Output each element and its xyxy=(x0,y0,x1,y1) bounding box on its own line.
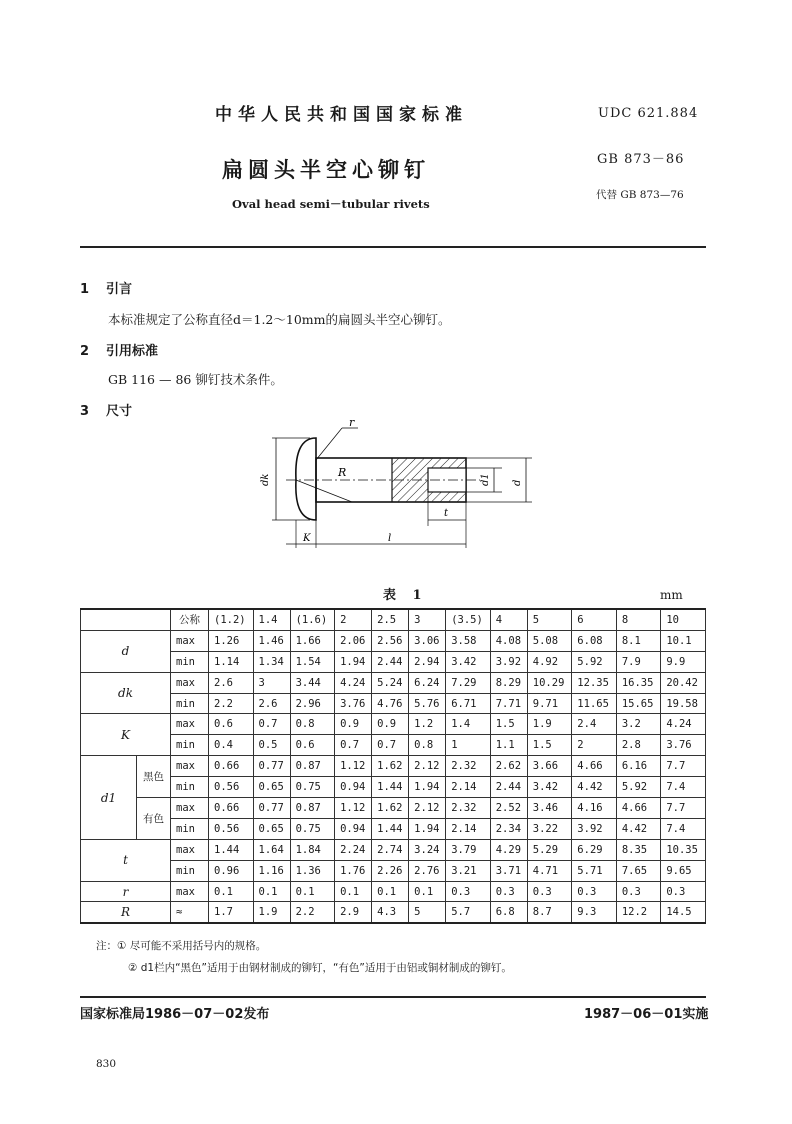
value-cell: 0.66 xyxy=(209,798,254,819)
value-cell: 1.66 xyxy=(290,630,335,651)
value-cell: 3.76 xyxy=(335,693,372,714)
value-cell: 0.5 xyxy=(253,735,290,756)
label-d: d xyxy=(512,479,523,486)
value-cell: 1.54 xyxy=(290,651,335,672)
value-cell: 0.75 xyxy=(290,777,335,798)
value-cell: 4.42 xyxy=(616,818,661,839)
replaces-standard: 代替 GB 873—76 xyxy=(596,189,684,201)
value-cell: 4.16 xyxy=(572,798,617,819)
table-title: 表 1 xyxy=(383,588,428,603)
table-row xyxy=(81,777,706,798)
limit-label: max xyxy=(171,630,209,651)
nominal-size: 8 xyxy=(616,609,661,630)
value-cell: 0.65 xyxy=(253,818,290,839)
value-cell: 2.32 xyxy=(446,798,491,819)
material-label: 黑色 xyxy=(137,756,171,798)
value-cell: 0.87 xyxy=(290,798,335,819)
note-1: 注：① 尽可能不采用括号内的规格。 xyxy=(96,940,267,952)
value-cell: 0.1 xyxy=(253,881,290,902)
param-name: r xyxy=(81,881,171,902)
value-cell: 5.08 xyxy=(527,630,572,651)
value-cell: 3.58 xyxy=(446,630,491,651)
value-cell: 16.35 xyxy=(616,672,661,693)
table-row xyxy=(81,881,706,902)
value-cell: 0.3 xyxy=(616,881,661,902)
value-cell: 0.4 xyxy=(209,735,254,756)
value-cell: 2.34 xyxy=(490,818,527,839)
value-cell: 10.1 xyxy=(661,630,706,651)
value-cell: 2.26 xyxy=(372,860,409,881)
section-title: 引用标准 xyxy=(106,344,159,359)
value-cell: 0.56 xyxy=(209,818,254,839)
table-row xyxy=(81,714,706,735)
value-cell: 1.62 xyxy=(372,798,409,819)
limit-label: max xyxy=(171,714,209,735)
table-row xyxy=(81,672,706,693)
value-cell: 2.74 xyxy=(372,839,409,860)
value-cell: 0.3 xyxy=(661,881,706,902)
note-2: ② d1栏内“黑色”适用于由钢材制成的铆钉，“有色”适用于由铝或铜材制成的铆钉。 xyxy=(128,962,512,974)
value-cell: 1.2 xyxy=(409,714,446,735)
value-cell: 1.76 xyxy=(335,860,372,881)
table-row xyxy=(81,798,706,819)
value-cell: 0.6 xyxy=(290,735,335,756)
rivet-head xyxy=(296,438,316,520)
label-d1: d1 xyxy=(480,473,491,486)
udc-code: UDC 621.884 xyxy=(598,106,699,121)
limit-label: ≈ xyxy=(171,902,209,923)
value-cell: 6.16 xyxy=(616,756,661,777)
table-corner xyxy=(81,609,171,630)
value-cell: 0.1 xyxy=(372,881,409,902)
value-cell: 2.96 xyxy=(290,693,335,714)
value-cell: 3.92 xyxy=(490,651,527,672)
value-cell: 0.94 xyxy=(335,777,372,798)
value-cell: 2.2 xyxy=(290,902,335,923)
value-cell: 1.14 xyxy=(209,651,254,672)
effective-date: 1987－06－01实施 xyxy=(584,1007,709,1022)
value-cell: 12.2 xyxy=(616,902,661,923)
header-nominal-label: 公称 xyxy=(171,609,209,630)
value-cell: 4.29 xyxy=(490,839,527,860)
param-name: d1 xyxy=(81,756,137,840)
value-cell: 7.4 xyxy=(661,777,706,798)
title-english: Oval head semi－tubular rivets xyxy=(232,197,430,211)
section-1-text: 本标准规定了公称直径d＝1.2～10mm的扁圆头半空心铆钉。 xyxy=(108,312,451,327)
value-cell: 2.12 xyxy=(409,798,446,819)
value-cell: 2.76 xyxy=(409,860,446,881)
value-cell: 0.1 xyxy=(409,881,446,902)
nominal-size: 2 xyxy=(335,609,372,630)
value-cell: 4.66 xyxy=(616,798,661,819)
value-cell: 1.4 xyxy=(446,714,491,735)
value-cell: 0.7 xyxy=(253,714,290,735)
value-cell: 3 xyxy=(253,672,290,693)
value-cell: 7.7 xyxy=(661,756,706,777)
value-cell: 1.9 xyxy=(253,902,290,923)
value-cell: 1.94 xyxy=(409,777,446,798)
value-cell: 0.87 xyxy=(290,756,335,777)
table-unit: mm xyxy=(660,588,683,602)
table-row xyxy=(81,630,706,651)
param-name: t xyxy=(81,839,171,881)
value-cell: 5 xyxy=(409,902,446,923)
value-cell: 2.62 xyxy=(490,756,527,777)
nominal-size: 6 xyxy=(572,609,617,630)
value-cell: 9.3 xyxy=(572,902,617,923)
value-cell: 4.71 xyxy=(527,860,572,881)
limit-label: max xyxy=(171,798,209,819)
standard-org: 中华人民共和国国家标准 xyxy=(215,105,468,125)
nominal-size: 5 xyxy=(527,609,572,630)
value-cell: 1.16 xyxy=(253,860,290,881)
section-title: 引言 xyxy=(106,282,133,297)
value-cell: 2.24 xyxy=(335,839,372,860)
value-cell: 5.7 xyxy=(446,902,491,923)
value-cell: 0.96 xyxy=(209,860,254,881)
value-cell: 20.42 xyxy=(661,672,706,693)
value-cell: 0.77 xyxy=(253,798,290,819)
nominal-size: (1.2) xyxy=(209,609,254,630)
dimension-table-body xyxy=(81,609,706,923)
section-2-heading xyxy=(80,340,158,359)
value-cell: 5.29 xyxy=(527,839,572,860)
value-cell: 8.1 xyxy=(616,630,661,651)
param-name: K xyxy=(81,714,171,756)
limit-label: max xyxy=(171,672,209,693)
value-cell: 0.3 xyxy=(446,881,491,902)
value-cell: 1 xyxy=(446,735,491,756)
limit-label: min xyxy=(171,860,209,881)
value-cell: 0.3 xyxy=(527,881,572,902)
value-cell: 8.35 xyxy=(616,839,661,860)
value-cell: 2 xyxy=(572,735,617,756)
value-cell: 1.44 xyxy=(372,777,409,798)
value-cell: 1.94 xyxy=(335,651,372,672)
nominal-size: 4 xyxy=(490,609,527,630)
value-cell: 2.44 xyxy=(372,651,409,672)
value-cell: 1.9 xyxy=(527,714,572,735)
rivet-drawing xyxy=(250,420,540,555)
table-row xyxy=(81,609,706,630)
nominal-size: (3.5) xyxy=(446,609,491,630)
value-cell: 1.36 xyxy=(290,860,335,881)
value-cell: 1.1 xyxy=(490,735,527,756)
value-cell: 6.29 xyxy=(572,839,617,860)
value-cell: 0.94 xyxy=(335,818,372,839)
value-cell: 3.24 xyxy=(409,839,446,860)
value-cell: 6.08 xyxy=(572,630,617,651)
value-cell: 9.9 xyxy=(661,651,706,672)
value-cell: 1.12 xyxy=(335,798,372,819)
label-r: r xyxy=(349,420,355,429)
value-cell: 1.62 xyxy=(372,756,409,777)
value-cell: 7.9 xyxy=(616,651,661,672)
value-cell: 0.3 xyxy=(572,881,617,902)
value-cell: 2.56 xyxy=(372,630,409,651)
table-row xyxy=(81,860,706,881)
value-cell: 3.66 xyxy=(527,756,572,777)
section-1-heading xyxy=(80,278,132,297)
value-cell: 5.24 xyxy=(372,672,409,693)
value-cell: 2.32 xyxy=(446,756,491,777)
material-label: 有色 xyxy=(137,798,171,840)
value-cell: 2.8 xyxy=(616,735,661,756)
limit-label: min xyxy=(171,735,209,756)
value-cell: 2.2 xyxy=(209,693,254,714)
value-cell: 0.1 xyxy=(290,881,335,902)
table-row xyxy=(81,693,706,714)
nominal-size: 2.5 xyxy=(372,609,409,630)
table-row xyxy=(81,839,706,860)
value-cell: 9.65 xyxy=(661,860,706,881)
value-cell: 3.71 xyxy=(490,860,527,881)
value-cell: 10.35 xyxy=(661,839,706,860)
gb-number: GB 873－86 xyxy=(597,152,685,167)
value-cell: 0.9 xyxy=(372,714,409,735)
label-dk: dk xyxy=(260,473,271,486)
value-cell: 0.66 xyxy=(209,756,254,777)
value-cell: 7.71 xyxy=(490,693,527,714)
value-cell: 1.44 xyxy=(372,818,409,839)
section-2-text: GB 116 — 86 铆钉技术条件。 xyxy=(108,372,283,387)
value-cell: 1.44 xyxy=(209,839,254,860)
limit-label: min xyxy=(171,777,209,798)
value-cell: 8.7 xyxy=(527,902,572,923)
value-cell: 3.22 xyxy=(527,818,572,839)
value-cell: 1.46 xyxy=(253,630,290,651)
table-row xyxy=(81,735,706,756)
value-cell: 3.76 xyxy=(661,735,706,756)
value-cell: 4.42 xyxy=(572,777,617,798)
value-cell: 2.4 xyxy=(572,714,617,735)
value-cell: 1.64 xyxy=(253,839,290,860)
value-cell: 5.92 xyxy=(616,777,661,798)
label-t: t xyxy=(444,508,449,519)
section-number: 1 xyxy=(80,282,90,297)
value-cell: 8.29 xyxy=(490,672,527,693)
value-cell: 10.29 xyxy=(527,672,572,693)
value-cell: 6.8 xyxy=(490,902,527,923)
section-title: 尺寸 xyxy=(106,404,133,419)
issue-date: 国家标准局1986－07－02发布 xyxy=(80,1007,270,1022)
value-cell: 0.7 xyxy=(335,735,372,756)
value-cell: 0.77 xyxy=(253,756,290,777)
value-cell: 0.7 xyxy=(372,735,409,756)
value-cell: 14.5 xyxy=(661,902,706,923)
limit-label: min xyxy=(171,651,209,672)
label-R: R xyxy=(338,466,347,479)
value-cell: 4.92 xyxy=(527,651,572,672)
value-cell: 9.71 xyxy=(527,693,572,714)
value-cell: 7.65 xyxy=(616,860,661,881)
value-cell: 2.52 xyxy=(490,798,527,819)
value-cell: 0.6 xyxy=(209,714,254,735)
value-cell: 3.79 xyxy=(446,839,491,860)
value-cell: 5.92 xyxy=(572,651,617,672)
value-cell: 4.3 xyxy=(372,902,409,923)
value-cell: 0.8 xyxy=(409,735,446,756)
value-cell: 1.7 xyxy=(209,902,254,923)
value-cell: 15.65 xyxy=(616,693,661,714)
nominal-size: (1.6) xyxy=(290,609,335,630)
value-cell: 3.92 xyxy=(572,818,617,839)
nominal-size: 3 xyxy=(409,609,446,630)
param-name: d xyxy=(81,630,171,672)
limit-label: max xyxy=(171,756,209,777)
footer-divider xyxy=(80,996,706,998)
value-cell: 2.14 xyxy=(446,777,491,798)
page-number: 830 xyxy=(96,1058,117,1070)
value-cell: 4.24 xyxy=(661,714,706,735)
value-cell: 1.5 xyxy=(490,714,527,735)
value-cell: 3.42 xyxy=(446,651,491,672)
value-cell: 3.21 xyxy=(446,860,491,881)
value-cell: 0.56 xyxy=(209,777,254,798)
header-divider xyxy=(80,246,706,248)
value-cell: 0.65 xyxy=(253,777,290,798)
value-cell: 2.94 xyxy=(409,651,446,672)
value-cell: 12.35 xyxy=(572,672,617,693)
value-cell: 2.12 xyxy=(409,756,446,777)
limit-label: max xyxy=(171,881,209,902)
nominal-size: 1.4 xyxy=(253,609,290,630)
value-cell: 2.9 xyxy=(335,902,372,923)
value-cell: 1.94 xyxy=(409,818,446,839)
value-cell: 6.71 xyxy=(446,693,491,714)
value-cell: 3.42 xyxy=(527,777,572,798)
value-cell: 11.65 xyxy=(572,693,617,714)
value-cell: 4.08 xyxy=(490,630,527,651)
value-cell: 7.4 xyxy=(661,818,706,839)
value-cell: 7.29 xyxy=(446,672,491,693)
label-l: l xyxy=(388,533,392,544)
value-cell: 3.46 xyxy=(527,798,572,819)
title-chinese: 扁圆头半空心铆钉 xyxy=(222,157,430,182)
value-cell: 0.3 xyxy=(490,881,527,902)
value-cell: 2.14 xyxy=(446,818,491,839)
value-cell: 2.06 xyxy=(335,630,372,651)
value-cell: 4.66 xyxy=(572,756,617,777)
value-cell: 4.76 xyxy=(372,693,409,714)
limit-label: min xyxy=(171,693,209,714)
value-cell: 3.2 xyxy=(616,714,661,735)
section-number: 3 xyxy=(80,404,90,419)
value-cell: 7.7 xyxy=(661,798,706,819)
value-cell: 0.8 xyxy=(290,714,335,735)
table-row xyxy=(81,651,706,672)
section-number: 2 xyxy=(80,344,90,359)
limit-label: min xyxy=(171,818,209,839)
value-cell: 3.06 xyxy=(409,630,446,651)
value-cell: 1.84 xyxy=(290,839,335,860)
value-cell: 19.58 xyxy=(661,693,706,714)
value-cell: 3.44 xyxy=(290,672,335,693)
label-K: K xyxy=(303,533,311,544)
table-row xyxy=(81,756,706,777)
value-cell: 1.5 xyxy=(527,735,572,756)
param-name: R xyxy=(81,902,171,923)
value-cell: 1.34 xyxy=(253,651,290,672)
value-cell: 5.76 xyxy=(409,693,446,714)
value-cell: 2.6 xyxy=(209,672,254,693)
value-cell: 1.26 xyxy=(209,630,254,651)
value-cell: 2.44 xyxy=(490,777,527,798)
table-row xyxy=(81,818,706,839)
dimension-table xyxy=(80,608,706,924)
nominal-size: 10 xyxy=(661,609,706,630)
value-cell: 6.24 xyxy=(409,672,446,693)
value-cell: 0.75 xyxy=(290,818,335,839)
table-row xyxy=(81,902,706,923)
value-cell: 1.12 xyxy=(335,756,372,777)
value-cell: 0.1 xyxy=(209,881,254,902)
section-3-heading xyxy=(80,400,132,419)
value-cell: 0.1 xyxy=(335,881,372,902)
param-name: dk xyxy=(81,672,171,714)
value-cell: 4.24 xyxy=(335,672,372,693)
value-cell: 0.9 xyxy=(335,714,372,735)
value-cell: 2.6 xyxy=(253,693,290,714)
value-cell: 5.71 xyxy=(572,860,617,881)
limit-label: max xyxy=(171,839,209,860)
